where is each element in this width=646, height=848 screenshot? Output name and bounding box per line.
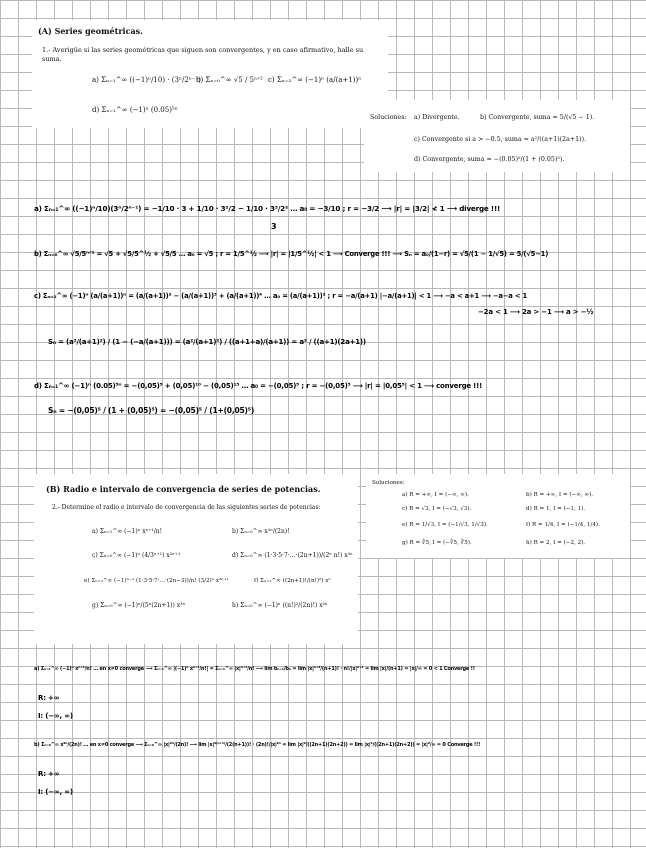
work-a-line: a) Σₙ₌₁^∞ ((−1)ⁿ/10)(3ⁿ/2ⁿ⁻¹) = −1/10 · 3 + 1/10 · 3²/2 − 1/10 · 3³/2² … a₀ = −3/10 ; r = −3/2 ⟶ |r| = |3/2| ≮ 1 ⟶ diverge !!! [34, 204, 501, 213]
work-a-denominator: 3 [271, 222, 277, 231]
part-a-problem: 1.- Averigüe si las series geométricas que siguen son convergentes, y en caso afirmativo, halle su suma. [42, 46, 364, 63]
part-b-solution-e: e) R = 1/√3, I = (−1/√3, 1/√3). [402, 522, 488, 528]
work-power-b-radius: R: +∞ [38, 770, 60, 778]
work-c-inequality: −2a < 1 ⟶ 2a > −1 ⟶ a > −½ [478, 308, 594, 316]
work-power-b-interval: I: (−∞, ∞) [38, 788, 73, 796]
part-a-solution-a: a) Divergente. [414, 114, 460, 121]
series-c-item: c) Σₙ₌₂^∞ (−1)ⁿ (a/(a+1))ⁿ [268, 76, 362, 84]
power-series-f-item: f) Σₙ₌₁^∞ ((2n+1)!/(n!)²) xⁿ [254, 578, 331, 584]
work-d-line: d) Σₙ₌₁^∞ (−1)ⁿ (0.05)⁵ⁿ = −(0,05)⁵ + (0,05)¹⁰ − (0,05)¹⁵ … a₀ = −(0,05)⁵ ; r = −(0,05)⁵ ⟶ |r| = |0,05⁵| < 1 ⟶ converge !!! [34, 382, 483, 390]
part-b-solution-f: f) R = 1/4, I = (−1/4, 1/4). [526, 522, 600, 528]
work-b-line: b) Σₙ₌₀^∞ √5/5ⁿᐟ² = √5 + √5/5^½ + √5/5 … a₀ = √5 ; r = 1/5^½ ⟶ |r| = |1/5^½| < 1 ⟶ Converge !!! ⟶ Sₙ = a₀/(1−r) = √5/(1 − 1/√5) = 5/(√5−1) [34, 250, 549, 258]
power-series-g-item: g) Σₙ₌₀^∞ (−1)ⁿ/(5ⁿ(2n+1)) x³ⁿ [92, 602, 186, 609]
work-c-line: c) Σₙ₌₂^∞ (−1)ⁿ (a/(a+1))ⁿ = (a/(a+1))² − (a/(a+1))³ + (a/(a+1))⁴ … a₀ = (a/(a+1))² ; r = −a/(a+1) |−a/(a+1)| < 1 ⟶ −a < a+1 ⟶ −a−a < 1 [34, 292, 528, 300]
part-b-solution-g: g) R = ∛5, I = (−∛5, ∛5). [402, 540, 472, 546]
part-b-problem: 2.- Determine el radio e intervalo de convergencia de las siguientes series de potencias: [52, 504, 321, 511]
work-power-a-line: a) Σₙ₌₁^∞ (−1)ⁿ xⁿ⁺¹/n! … en x≠0 converge ⟶ Σₙ₌₁^∞ |(−1)ⁿ xⁿ⁺¹/n!| = Σₙ₌₁^∞ |x|ⁿ⁺¹/n! ⟶ lim bₙ₊₁/bₙ = lim |x|ⁿ⁺²/(n+1)! · n!/|x|ⁿ⁺¹ = lim |x|/(n+1) = |x|/∞ = 0 < 1 Converge !! [34, 666, 475, 672]
part-a-title: (A) Series geométricas. [38, 26, 143, 36]
part-b-solution-a: a) R = +∞, I = (−∞, ∞). [402, 492, 469, 498]
power-series-c-item: c) Σₙ₌₀^∞ (−1)ⁿ (4/3ⁿ⁺¹) x²ⁿ⁺¹ [92, 552, 181, 559]
power-series-e-item: e) Σₙ₌₂^∞ (−1)ⁿ⁻¹ (1·3·5·7·…·(2n−3))/n! (3/2)ⁿ x²ⁿ⁺¹ [84, 578, 229, 584]
power-series-b-item: b) Σₙ₌₀^∞ x²ⁿ/(2n)! [232, 528, 290, 535]
part-b-card [34, 474, 358, 644]
series-b-item: b) Σₙ₌₀^∞ √5 / 5ⁿᐟ² [196, 76, 263, 84]
part-a-solutions-label: Soluciones: [370, 114, 407, 121]
work-power-a-radius: R: +∞ [38, 694, 60, 702]
part-b-solution-c: c) R = √3, I = (−√3, √3). [402, 506, 472, 512]
power-series-d-item: d) Σₙ₌₀^∞ (1·3·5·7·…·(2n+1))/(2ⁿ n!) x²ⁿ [232, 552, 353, 559]
part-b-solutions-label: Soluciones: [372, 480, 405, 486]
series-a-item: a) Σₙ₌₁^∞ ((−1)ⁿ/10) · (3ⁿ/2ⁿ⁻¹) [92, 76, 202, 84]
power-series-h-item: h) Σₙ₌₀^∞ (−1)ⁿ ((n!)²/(2n)!) x²ⁿ [232, 602, 328, 609]
part-a-solution-b: b) Convergente, suma = 5/(√5 − 1). [480, 114, 595, 121]
part-a-solution-c: c) Convergente si a > −0.5, suma = a²/((a+1)(2a+1)). [414, 136, 587, 143]
part-a-solution-d: d) Convergente, suma = −(0.05)⁵/(1 + (0.05)⁵). [414, 156, 565, 163]
power-series-a-item: a) Σₙ₌₁^∞ (−1)ⁿ xⁿ⁺¹/n! [92, 528, 163, 535]
work-power-b-line: b) Σₙ₌₀^∞ x²ⁿ/(2n)! … en x≠0 converge ⟶ Σₙ₌₀^∞ |x|²ⁿ/(2n)! ⟶ lim |x|²⁽ⁿ⁺¹⁾/(2(n+1))! · (2n)!/|x|²ⁿ = lim |x|²/((2n+1)(2n+2)) = lim |x|²/((2n+1)(2n+2)) = |x|²/∞ = 0 Converge !!! [34, 742, 481, 748]
work-power-a-interval: I: (−∞, ∞) [38, 712, 73, 720]
part-a-card [32, 20, 388, 128]
part-b-solution-b: b) R = +∞, I = (−∞, ∞). [526, 492, 594, 498]
part-b-solution-h: h) R = 2, I = (−2, 2). [526, 540, 586, 546]
work-d-sum: Sₙ = −(0,05)⁵ / (1 + (0,05)⁵) = −(0,05)⁵ / (1+(0,05)⁵) [48, 406, 255, 415]
work-c-sum: Sₙ = (a²/(a+1)²) / (1 − (−a/(a+1))) = (a²/(a+1)²) / ((a+1+a)/(a+1)) = a² / ((a+1)(2a+1)) [48, 338, 366, 346]
series-d-item: d) Σₙ₌₁^∞ (−1)ⁿ (0.05)⁵ⁿ [92, 106, 178, 114]
part-b-title: (B) Radio e intervalo de convergencia de series de potencias. [46, 484, 321, 494]
part-b-solution-d: d) R = 1, I = (−1, 1). [526, 506, 586, 512]
